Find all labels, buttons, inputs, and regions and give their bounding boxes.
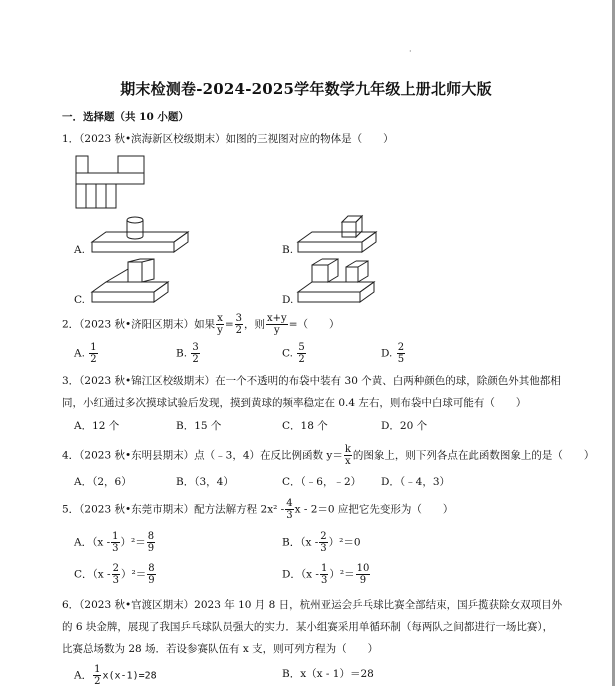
question-5-text: 5．（2023 秋•东莞市期末）配方法解方程 2x² - $\frac{4}{3}$ x - 2＝0 应把它先变形为（ ） xyxy=(62,498,454,521)
side-view-block xyxy=(118,156,144,173)
q3-option-b: B．15 个 xyxy=(176,420,222,432)
q1-option-c-figure xyxy=(88,257,174,309)
q5-option-a: A．（x - $\frac{1}{3}$ ）²＝ $\frac{8}{9}$ xyxy=(74,531,155,554)
q5-option-d: D．（x - $\frac{1}{3}$ ）²＝ $\frac{10}{9}$ xyxy=(282,563,370,586)
q1-option-c-label: C. xyxy=(74,294,85,306)
q5-option-b: B．（x - $\frac{2}{3}$ ）²＝0 xyxy=(282,531,361,554)
q2-option-c: C. $\frac{5}{2}$ xyxy=(282,342,305,365)
question-6-line-1: 6．（2023 秋•官渡区期末）2023 年 10 月 8 日，杭州亚运会乒乓球比赛全部结束，国乒揽获除女双项目外 xyxy=(62,599,563,611)
q1-option-a-figure xyxy=(88,212,198,258)
q1-option-b-label: B. xyxy=(282,244,294,256)
page-title: 期末检测卷-2024-2025学年数学九年级上册北师大版 xyxy=(120,80,492,98)
q2-option-b: B. $\frac{3}{2}$ xyxy=(176,342,199,365)
q2-option-a: A. $\frac{1}{2}$ xyxy=(74,342,97,365)
q5-option-c: C．（x - $\frac{2}{3}$ ）²＝ $\frac{8}{9}$ xyxy=(74,563,155,586)
three-views-figure xyxy=(72,152,172,210)
q2-option-d: D. $\frac{2}{5}$ xyxy=(381,342,405,365)
section-heading: 一．选择题（共 10 小题） xyxy=(62,111,189,123)
q4-option-a: A．（2，6） xyxy=(74,476,132,488)
question-3-line-1: 3．（2023 秋•锦江区校级期末）在一个不透明的布袋中装有 30 个黄、白两种颜色的球，除颜色外其他都相 xyxy=(62,375,561,387)
question-4-text: 4．（2023 秋•东明县期末）点（﹣3，4）在反比例函数 y＝ $\frac{k}{x}$ 的图象上，则下列各点在此函数图象上的是（ ） xyxy=(62,444,595,467)
q1-option-a-label: A. xyxy=(74,244,85,256)
front-view-top-block xyxy=(76,156,88,173)
q6-option-a: A． $\frac{1}{2}$ x(x-1)=28 xyxy=(74,664,157,687)
q6-option-b: B．x（x - 1）＝28 xyxy=(282,668,374,680)
q1-option-d-label: D. xyxy=(282,294,294,306)
q3-option-c: C．18 个 xyxy=(282,420,328,432)
q3-option-d: D．20 个 xyxy=(381,420,428,432)
question-6-line-2: 的 6 块金牌，展现了我国乒乓球队员强大的实力．某小组赛采用单循环制（每两队之间都进行一场比赛）， xyxy=(62,621,554,633)
q1-option-d-figure xyxy=(294,257,380,309)
q3-option-a: A．12 个 xyxy=(74,420,120,432)
question-6-line-3: 比赛总场数为 28 场．若设参赛队伍有 x 支，则可列方程为（ ） xyxy=(62,643,379,655)
q4-option-b: B．（3，4） xyxy=(176,476,234,488)
front-view-slab xyxy=(76,173,144,184)
q4-option-d: D．（﹣4，3） xyxy=(381,476,451,488)
header-dot: · xyxy=(409,47,412,56)
question-2-text: 2．（2023 秋•济阳区期末）如果 $\frac{x}{y}$ = $\frac{3}{2}$ ，则 $\frac{x+y}{y}$ =（ ） xyxy=(62,313,340,336)
q1-option-b-figure xyxy=(294,212,384,258)
q4-option-c: C．（﹣6，﹣2） xyxy=(282,476,362,488)
question-3-line-2: 同，小红通过多次摸球试验后发现，摸到黄球的频率稳定在 0.4 左右，则布袋中白球可能有（ ） xyxy=(62,397,527,409)
question-1-text: 1．（2023 秋•滨海新区校级期末）如图的三视图对应的物体是（ ） xyxy=(62,133,394,145)
